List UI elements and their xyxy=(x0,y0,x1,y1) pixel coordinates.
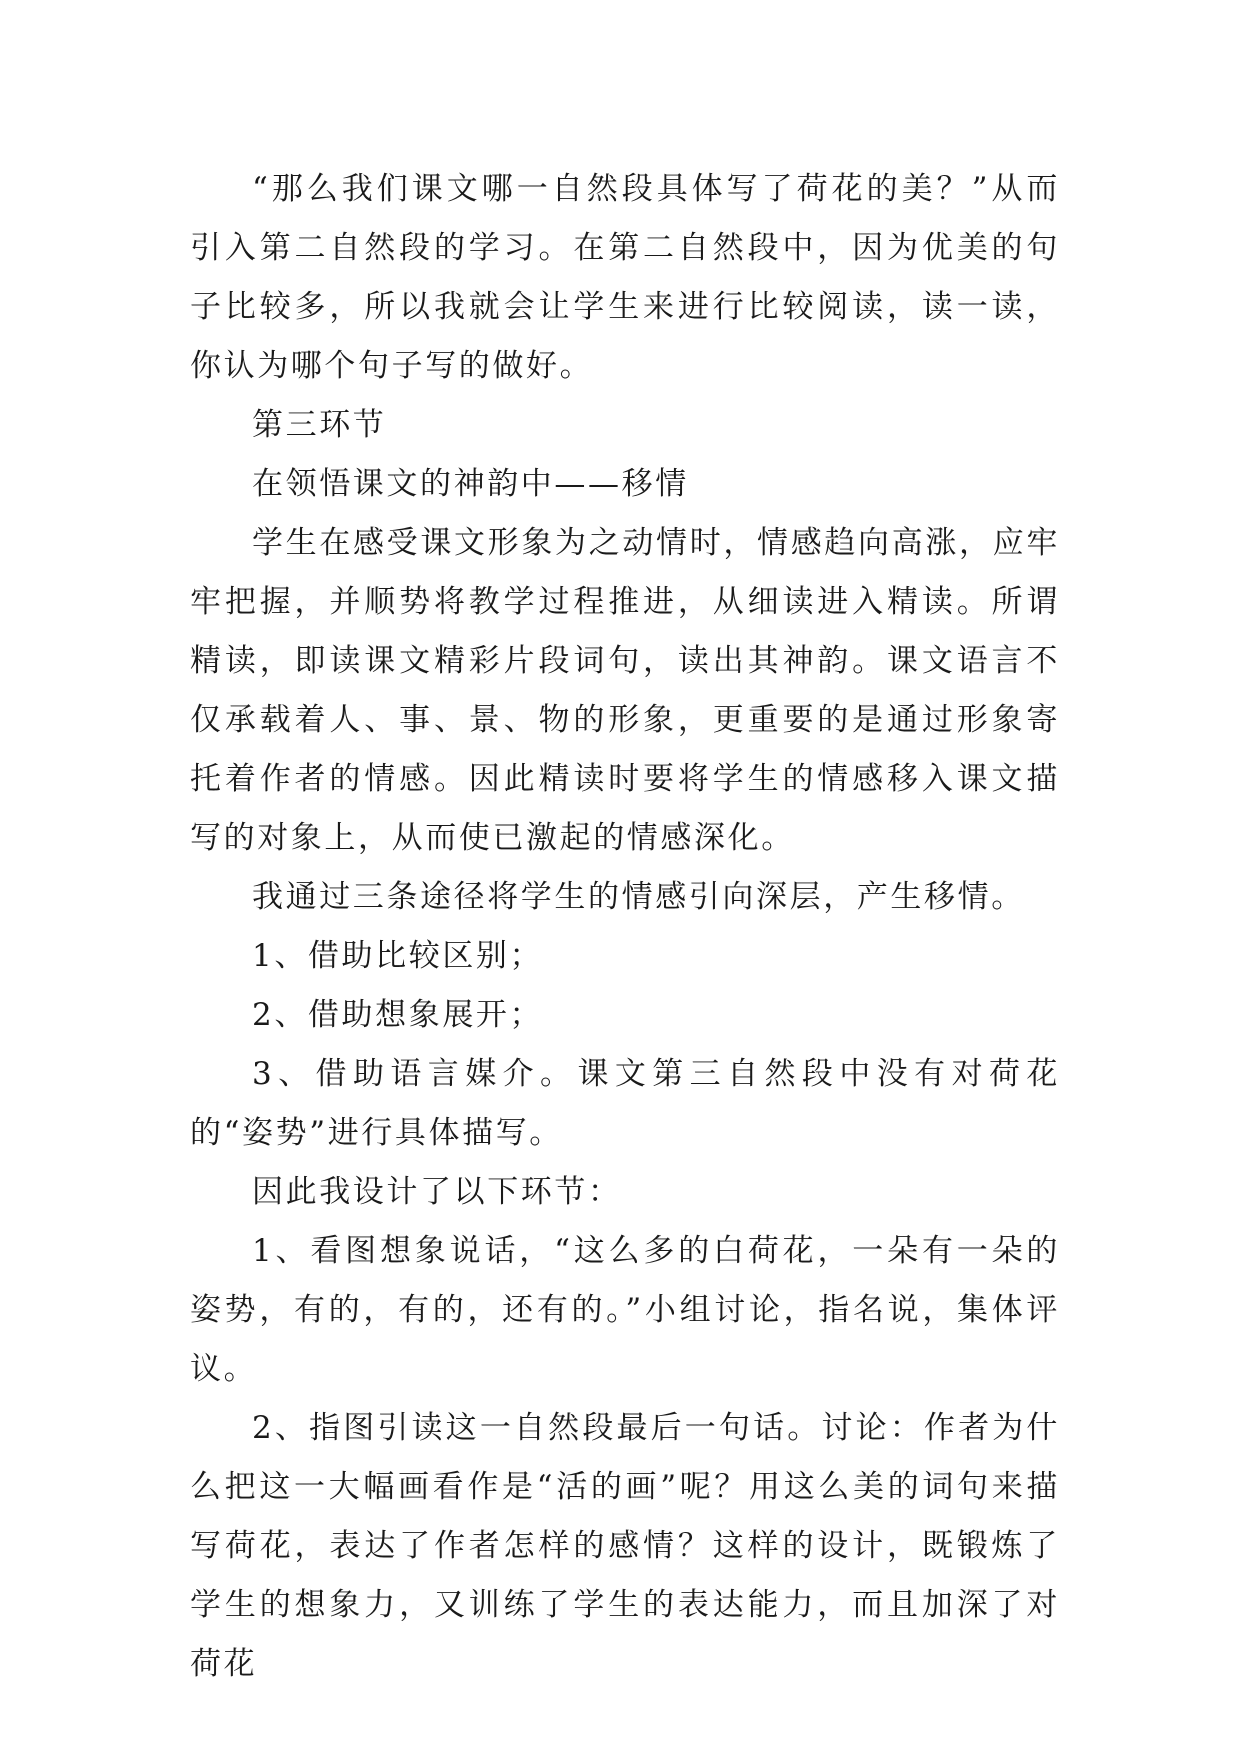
section-subheading-empathy: 在领悟课文的神韵中——移情 xyxy=(252,466,689,502)
paragraph-intro-question: “那么我们课文哪一自然段具体写了荷花的美？”从而引入第二自然段的学习。在第二自然段中，因为优美的句子比较多，所以我就会让学生来进行比较阅读，读一读，你认为哪个句子写的做好。 xyxy=(190,171,1060,384)
paragraph-intensive-reading: 学生在感受课文形象为之动情时，情感趋向高涨，应牢牢把握，并顺势将教学过程推进，从细读进入精读。所谓精读，即读课文精彩片段词句，读出其神韵。课文语言不仅承载着人、事、景、物的形象，更重要的是通过形象寄托着作者的情感。因此精读时要将学生的情感移入课文描写的对象上，从而使已激起的情感深化。 xyxy=(190,525,1060,856)
document-page xyxy=(190,160,1060,1694)
list-item-imagination: 2、借助想象展开； xyxy=(252,997,544,1033)
list-item-language-medium: 3、借助语言媒介。课文第三自然段中没有对荷花的“姿势”进行具体描写。 xyxy=(190,1056,1060,1151)
paragraph-design-intro: 因此我设计了以下环节： xyxy=(252,1174,622,1210)
list-item-guided-reading: 2、指图引读这一自然段最后一句话。讨论：作者为什么把这一大幅画看作是“活的画”呢？用这么美的词句来描写荷花，表达了作者怎样的感情？这样的设计，既锻炼了学生的想象力，又训练了学生的表达能力，而且加深了对荷花 xyxy=(190,1410,1060,1682)
list-item-comparison: 1、借助比较区别； xyxy=(252,938,544,974)
list-item-picture-talk: 1、看图想象说话，“这么多的白荷花，一朵有一朵的姿势，有的，有的，还有的。”小组讨论，指名说，集体评议。 xyxy=(190,1233,1060,1387)
paragraph-three-approaches: 我通过三条途径将学生的情感引向深层，产生移情。 xyxy=(252,879,1025,915)
section-heading-third-step: 第三环节 xyxy=(252,407,387,443)
